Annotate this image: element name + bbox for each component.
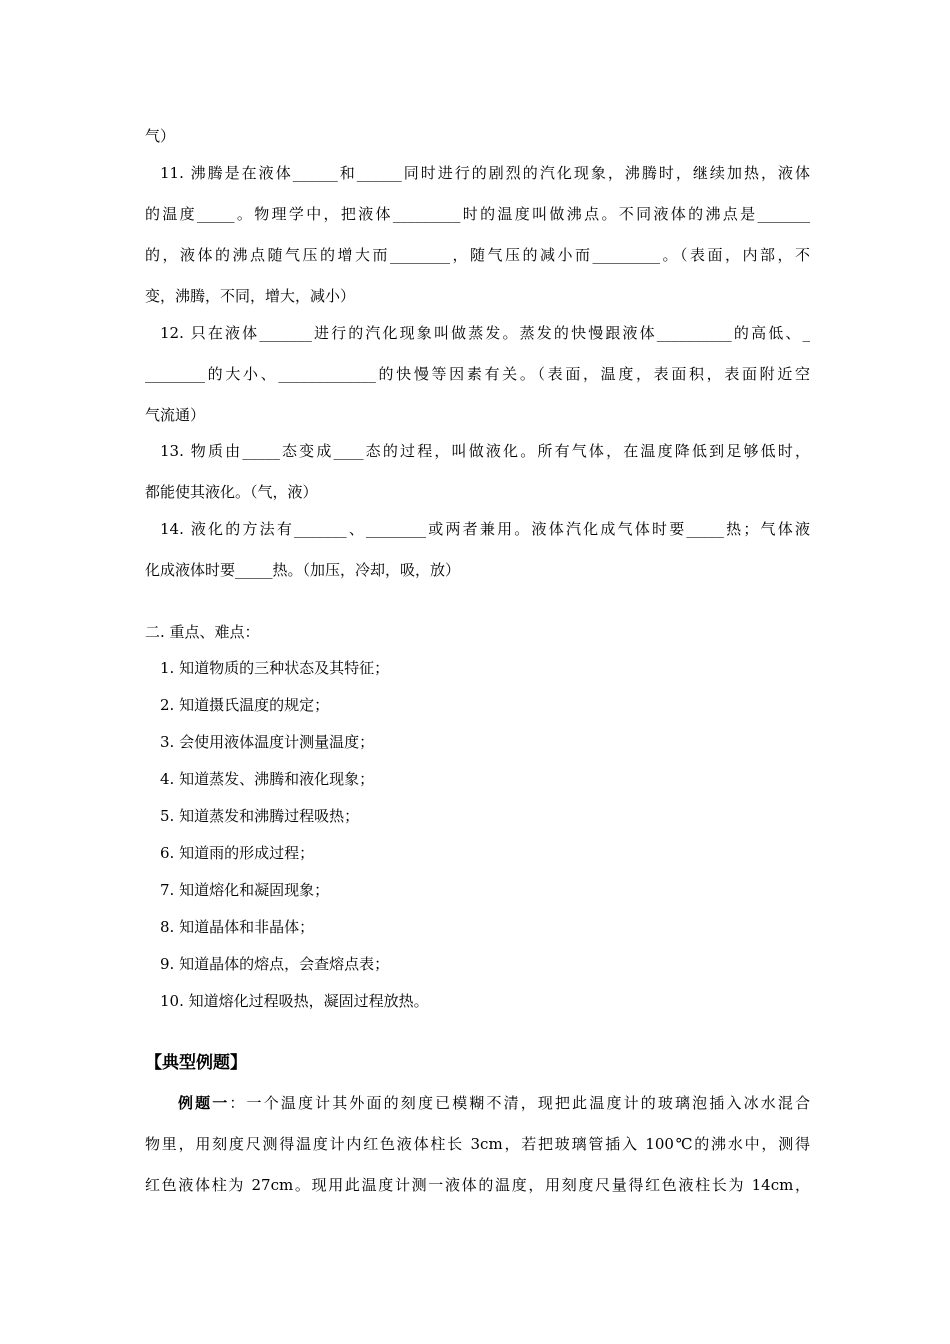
question-12-line-2: ________的大小、_____________的快慢等因素有关。（表面，温度，表面积，表面附近空 [145,365,810,383]
question-11-line-2: 的温度_____。物理学中，把液体_________时的温度叫做沸点。不同液体的沸点是_______ [145,205,810,223]
list-item: 8. 知道晶体和非晶体； [160,918,315,936]
section-heading: 【典型例题】 [145,1053,247,1073]
example-1-line-1 [178,1093,810,1113]
example-label: 例题一 [178,1094,230,1112]
question-11-line-1: 11. 沸腾是在液体______和______同时进行的剧烈的汽化现象，沸腾时，继续加热，液体 [160,164,810,182]
question-14-line-2: 化成液体时要_____热。（加压，冷却，吸，放） [145,561,461,579]
question-12-line-1: 12. 只在液体_______进行的汽化现象叫做蒸发。蒸发的快慢跟液体__________的高低、_ [160,324,810,342]
question-11-line-3: 的，液体的沸点随气压的增大而________，随气压的减小而_________。（表面，内部，不 [145,246,810,264]
list-item: 2. 知道摄氏温度的规定； [160,696,330,714]
question-11-line-4: 变，沸腾，不同，增大，减小） [145,287,356,305]
question-12-line-3: 气流通） [145,406,206,424]
question-13-line-1: 13. 物质由_____态变成____态的过程，叫做液化。所有气体，在温度降低到足够低时， [160,442,810,460]
list-item: 10. 知道熔化过程吸热，凝固过程放热。 [160,992,429,1010]
list-item: 7. 知道熔化和凝固现象； [160,881,330,899]
example-text: ：一个温度计其外面的刻度已模糊不清，现把此温度计的玻璃泡插入冰水混合 [229,1094,810,1112]
example-1-line-3: 红色液体柱为 27cm。现用此温度计测一液体的温度，用刻度尺量得红色液柱长为 14cm， [145,1176,810,1194]
list-item: 1. 知道物质的三种状态及其特征； [160,659,390,677]
list-item: 5. 知道蒸发和沸腾过程吸热； [160,807,360,825]
list-item: 6. 知道雨的形成过程； [160,844,315,862]
list-item: 3. 会使用液体温度计测量温度； [160,733,375,751]
question-14-line-1: 14. 液化的方法有_______、________或两者兼用。液体汽化成气体时要_____热；气体液 [160,520,810,538]
section-title: 二. 重点、难点： [145,623,260,641]
list-item: 9. 知道晶体的熔点，会查熔点表； [160,955,390,973]
text-line: 气） [145,127,176,145]
list-item: 4. 知道蒸发、沸腾和液化现象； [160,770,375,788]
example-1-line-2: 物里，用刻度尺测得温度计内红色液体柱长 3cm，若把玻璃管插入 100℃的沸水中，测得 [145,1135,810,1153]
question-13-line-2: 都能使其液化。（气，液） [145,483,318,501]
